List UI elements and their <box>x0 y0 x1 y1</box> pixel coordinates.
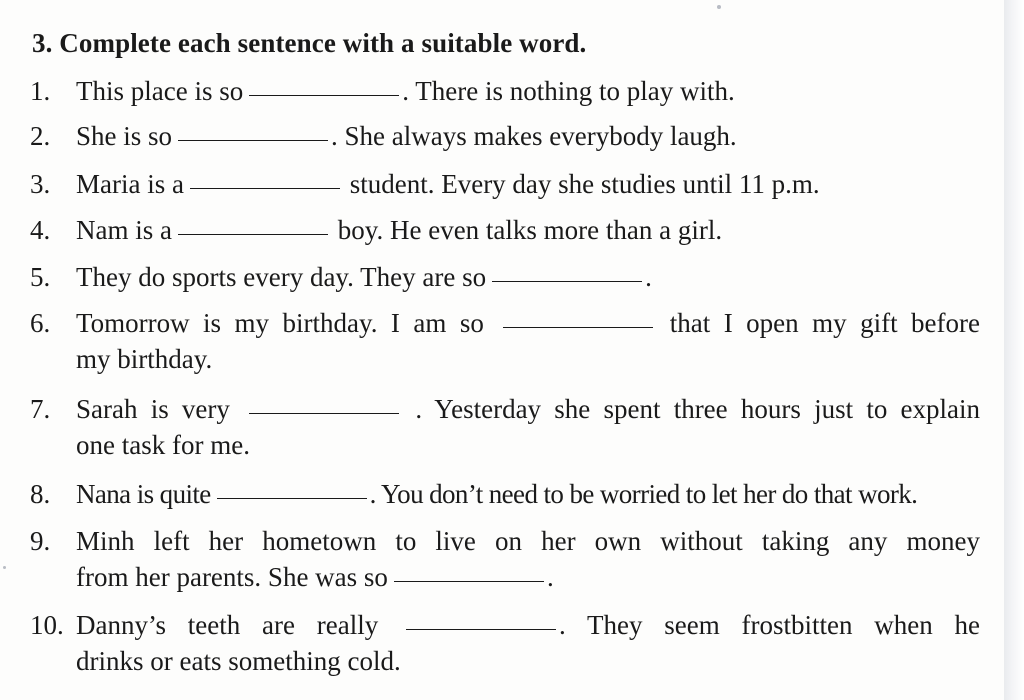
answer-blank[interactable] <box>406 628 556 630</box>
answer-blank[interactable] <box>394 580 544 582</box>
sentence-before-blank: from her parents. She was so <box>76 562 388 592</box>
sentence-before-blank: They do sports every day. They are so <box>76 262 487 292</box>
item-sentence <box>76 477 917 512</box>
sentence-before-blank: Tomorrow is my birthday. I am so <box>76 308 484 338</box>
sentence-after-blank: that I open my gift before <box>669 308 981 338</box>
sentence-after-blank: . You don’t need to be worried to let her do that work. <box>369 479 918 509</box>
item-continuation: one task for me. <box>76 430 250 460</box>
sentence-before-blank: Sarah is very <box>76 394 230 424</box>
sentence-before-blank: Nana is quite <box>76 479 211 509</box>
sentence-before-blank: She is so <box>76 121 173 151</box>
sentence-after-blank: . <box>645 262 652 292</box>
sentence-after-blank: student. Every day she studies until 11 p.m. <box>349 169 820 199</box>
item-sentence <box>76 392 980 427</box>
sentence-after-blank: . There is nothing to play with. <box>402 76 735 106</box>
item-number: 4. <box>30 215 51 245</box>
sentence-after-blank: . Yesterday she spent three hours just to explain <box>415 394 981 424</box>
scan-speck <box>717 5 721 9</box>
sentence-after-blank: . They seem frostbitten when he <box>558 610 980 640</box>
item-number: 7. <box>30 394 51 424</box>
sentence-before-blank: Maria is a <box>76 169 184 199</box>
exercise-heading: 3. Complete each sentence with a suitable word. <box>32 28 587 58</box>
item-number: 3. <box>30 169 51 199</box>
item-number: 10. <box>30 610 64 640</box>
item-sentence <box>76 119 737 154</box>
item-number: 2. <box>30 121 51 151</box>
scan-speck <box>3 566 6 569</box>
answer-blank[interactable] <box>190 187 340 189</box>
item-sentence <box>76 74 735 109</box>
answer-blank[interactable] <box>178 139 328 141</box>
answer-blank[interactable] <box>178 233 328 235</box>
answer-blank[interactable] <box>503 326 653 328</box>
sentence-before-blank: Nam is a <box>76 215 172 245</box>
item-sentence <box>76 260 652 295</box>
item-sentence <box>76 608 980 643</box>
item-continuation: drinks or eats something cold. <box>76 646 401 676</box>
answer-blank[interactable] <box>249 412 399 414</box>
sentence-before-blank: Danny’s teeth are really <box>76 610 379 640</box>
item-continuation: my birthday. <box>76 344 213 374</box>
page-edge-shadow <box>1004 0 1024 700</box>
answer-blank[interactable] <box>249 94 399 96</box>
item-sentence <box>76 560 554 595</box>
sentence-after-blank: boy. He even talks more than a girl. <box>337 215 723 245</box>
item-number: 8. <box>30 479 51 509</box>
sentence-after-blank: . <box>546 562 554 592</box>
item-number: 1. <box>30 76 51 106</box>
sentence-after-blank: . She always makes everybody laugh. <box>331 121 737 151</box>
item-sentence <box>76 306 980 341</box>
item-first-line: Minh left her hometown to live on her own without taking any money <box>76 526 980 556</box>
item-number: 6. <box>30 308 51 338</box>
item-sentence <box>76 213 722 248</box>
answer-blank[interactable] <box>217 497 367 499</box>
answer-blank[interactable] <box>492 280 642 282</box>
item-number: 9. <box>30 526 51 556</box>
item-sentence <box>76 167 820 202</box>
sentence-before-blank: This place is so <box>76 76 244 106</box>
item-number: 5. <box>30 262 51 292</box>
